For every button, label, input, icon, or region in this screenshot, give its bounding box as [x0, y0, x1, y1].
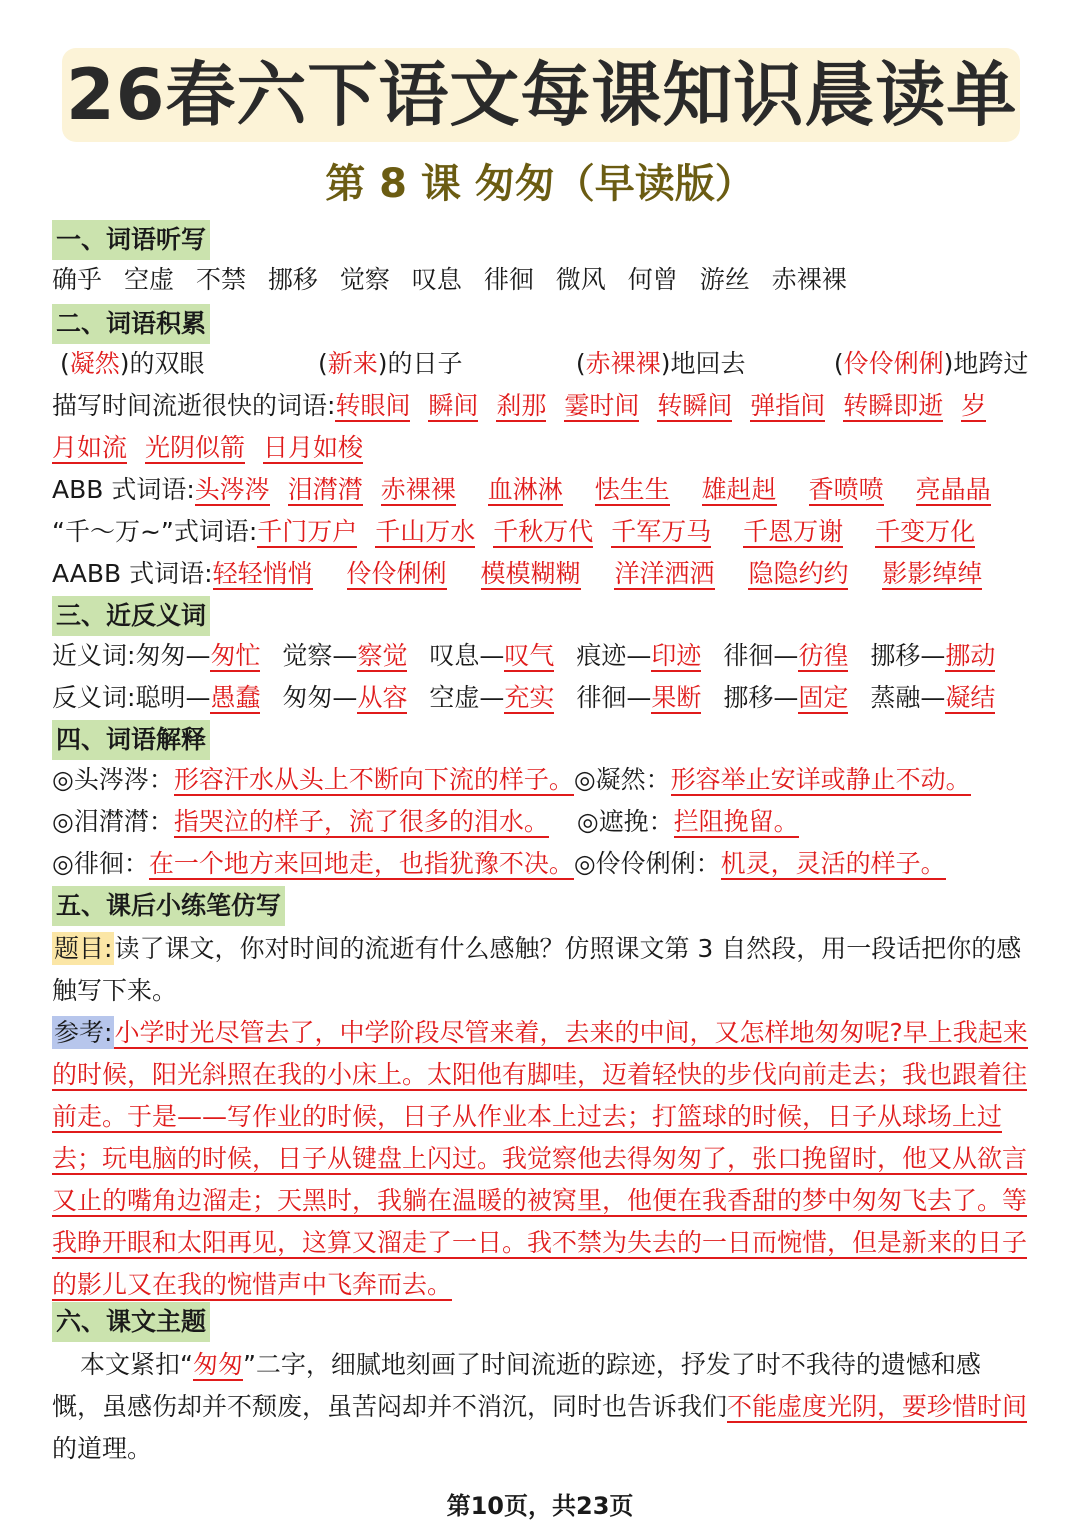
dictation-word: 不禁: [195, 265, 246, 294]
dictation-word: 徘徊: [483, 265, 534, 294]
dictation-words: [52, 262, 847, 298]
fill-blank-item: (赤裸裸)地回去: [575, 349, 746, 378]
time-words-label: 描写时间流逝很快的词语:: [52, 391, 336, 420]
section-heading-explanations: 四、词语解释: [52, 720, 210, 760]
theme-paragraph: 本文紧扣“匆匆”二字，细腻地刻画了时间流逝的踪迹，抒发了时不我待的遗憾和感慨，虽感伤却并不颓废，虽苦闷却并不消沉，同时也告诉我们不能虚度光阴，要珍惜时间的道理。: [52, 1350, 1028, 1463]
time-words-row-2: 月如流 光阴似箭 日月如梭: [52, 433, 363, 462]
question-text: 读了课文，你对时间的流逝有什么感触？仿照课文第 3 自然段，用一段话把你的感触写下来。: [52, 934, 1022, 1005]
fill-blank-item: (凝然)的双眼: [60, 349, 205, 378]
explanation-row: ◎泪潸潸：指哭泣的样子，流了很多的泪水。 ◎遮挽：拦阻挽留。: [52, 807, 799, 836]
fill-answer: 新来: [327, 349, 378, 378]
dictation-word: 游丝: [699, 265, 750, 294]
abb-words-row: ABB 式词语:头涔涔 泪潸潸 赤裸裸 血淋淋 怯生生 雄赳赳 香喷喷 亮晶晶: [52, 475, 991, 504]
reference-tag: 参考:: [54, 1018, 113, 1047]
dictation-word: 叹息: [411, 265, 462, 294]
section-heading-accumulation: 二、词语积累: [52, 304, 210, 344]
lesson-title: 第 8 课 匆匆（早读版）: [325, 161, 755, 207]
explanation-row: ◎徘徊：在一个地方来回地走，也指犹豫不决。◎伶伶俐俐：机灵，灵活的样子。: [52, 849, 946, 878]
dictation-word: 微风: [555, 265, 606, 294]
dictation-word: 确乎: [52, 265, 103, 294]
section-heading-synonyms: 三、近反义词: [52, 596, 210, 636]
section-heading-theme: 六、课文主题: [52, 1302, 210, 1342]
fill-blank-row: [60, 346, 1028, 382]
fill-answer: 凝然: [69, 349, 120, 378]
dictation-word: 赤裸裸: [771, 265, 847, 294]
fill-answer: 伶伶俐俐: [843, 349, 944, 378]
page-number: 第10页，共23页: [446, 1492, 634, 1520]
section-heading-dictation: 一、词语听写: [52, 220, 210, 260]
fill-blank-item: (伶伶俐俐)地跨过: [833, 349, 1029, 378]
qianwan-words-row: “千～万~”式词语:千门万户 千山万水 千秋万代 千军万马 千恩万谢 千变万化: [52, 517, 976, 546]
reference-text: 小学时光尽管去了，中学阶段尽管来着，去来的中间，又怎样地匆匆呢?早上我起来的时候，阳光斜照在我的小床上。太阳他有脚哇，迈着轻快的步伐向前走去；我也跟着往前走。于是——写作业的时候，日子从作业本上过去；打篮球的时候，日子从球场上过去；玩电脑的时候，日子从键盘上闪过。我觉察他去得匆匆了，张口挽留时，他又从欲言又止的嘴角边溜走；天黑时，我躺在温暖的被窝里，他便在我香甜的梦中匆匆飞去了。等我睁开眼和太阳再见，这算又溜走了一日。我不禁为失去的一日而惋惜，但是新来的日子的影儿又在我的惋惜声中飞奔而去。: [52, 1018, 1028, 1299]
dictation-word: 觉察: [339, 265, 390, 294]
page-title: 26春六下语文每课知识晨读单: [66, 54, 1018, 136]
exercise-question: [52, 928, 1028, 1012]
section-heading-exercise: 五、课后小练笔仿写: [52, 886, 285, 926]
synonyms-row: 近义词:匆匆—匆忙 觉察—察觉 叹息—叹气 痕迹—印迹 徘徊—彷徨 挪移—挪动: [52, 641, 996, 670]
exercise-reference: [52, 1012, 1028, 1306]
dictation-word: 空虚: [123, 265, 174, 294]
antonyms-row: 反义词:聪明—愚蠢 匆匆—从容 空虚—充实 徘徊—果断 挪移—固定 蒸融—凝结: [52, 683, 996, 712]
explanation-row: ◎头涔涔：形容汗水从头上不断向下流的样子。◎凝然：形容举止安详或静止不动。: [52, 765, 971, 794]
time-words-row: 描写时间流逝很快的词语:转眼间 瞬间 刹那 霎时间 转瞬间 弹指间 转瞬即逝 岁: [52, 391, 987, 420]
fill-blank-item: (新来)的日子: [317, 349, 463, 378]
dictation-word: 挪移: [267, 265, 318, 294]
aabb-words-row: AABB 式词语:轻轻悄悄 伶伶俐俐 模模糊糊 洋洋洒洒 隐隐约约 影影绰绰: [52, 559, 983, 588]
dictation-word: 何曾: [627, 265, 678, 294]
question-tag: 题目:: [54, 934, 113, 963]
fill-answer: 赤裸裸: [585, 349, 661, 378]
